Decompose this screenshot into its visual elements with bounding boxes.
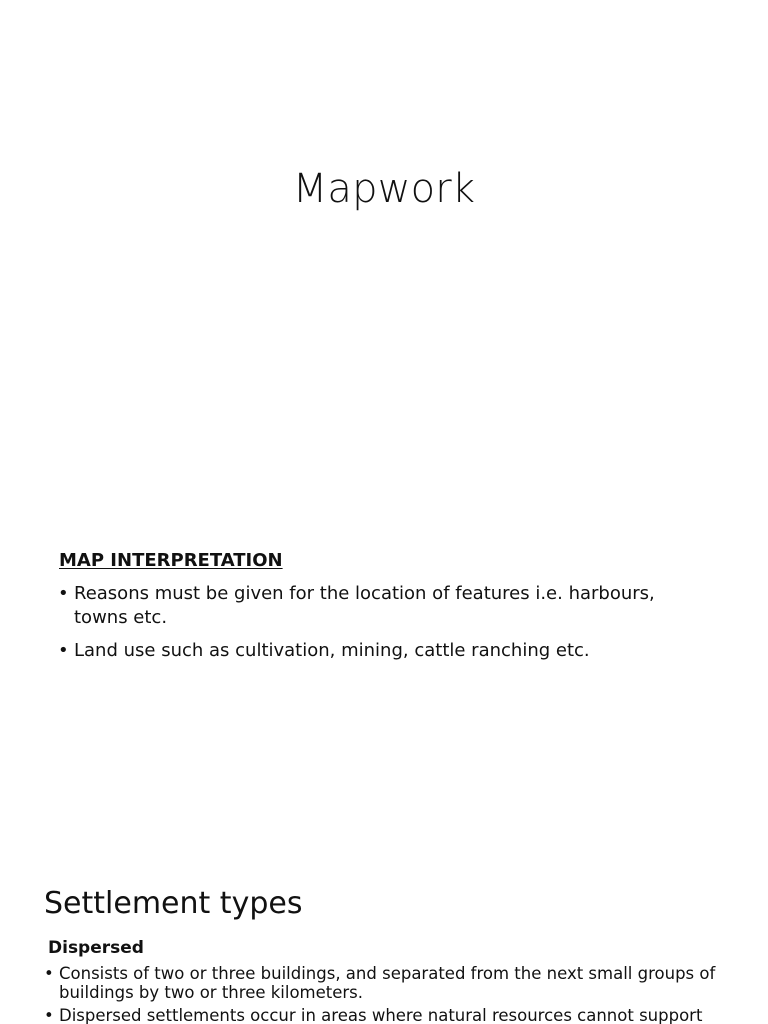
slide-map-interpretation (0, 540, 768, 840)
list-item (58, 582, 698, 630)
slide-settlement-types (0, 870, 768, 1024)
list-item-text: Dispersed settlements occur in areas where natural resources cannot support (59, 1006, 703, 1024)
bullet-icon: • (44, 1006, 54, 1024)
list-item-text: Reasons must be given for the location of features i.e. harbours, towns etc. (74, 583, 655, 628)
bullet-icon: • (58, 583, 69, 604)
bullet-icon: • (44, 964, 54, 983)
slide-title (0, 0, 768, 430)
slide-title-heading: Mapwork (292, 166, 476, 212)
dispersed-subheading: Dispersed (48, 938, 144, 958)
settlement-types-list (44, 964, 734, 1024)
map-interpretation-list (58, 582, 698, 672)
bullet-icon: • (58, 640, 69, 661)
list-item-text: Land use such as cultivation, mining, cattle ranching etc. (74, 640, 590, 661)
settlement-types-title: Settlement types (44, 886, 303, 921)
list-item (58, 639, 698, 663)
list-item (44, 964, 734, 1002)
list-item (44, 1006, 734, 1024)
map-interpretation-heading: MAP INTERPRETATION (59, 550, 283, 571)
list-item-text: Consists of two or three buildings, and separated from the next small groups of buildings by two or three kilometers. (59, 964, 716, 1002)
